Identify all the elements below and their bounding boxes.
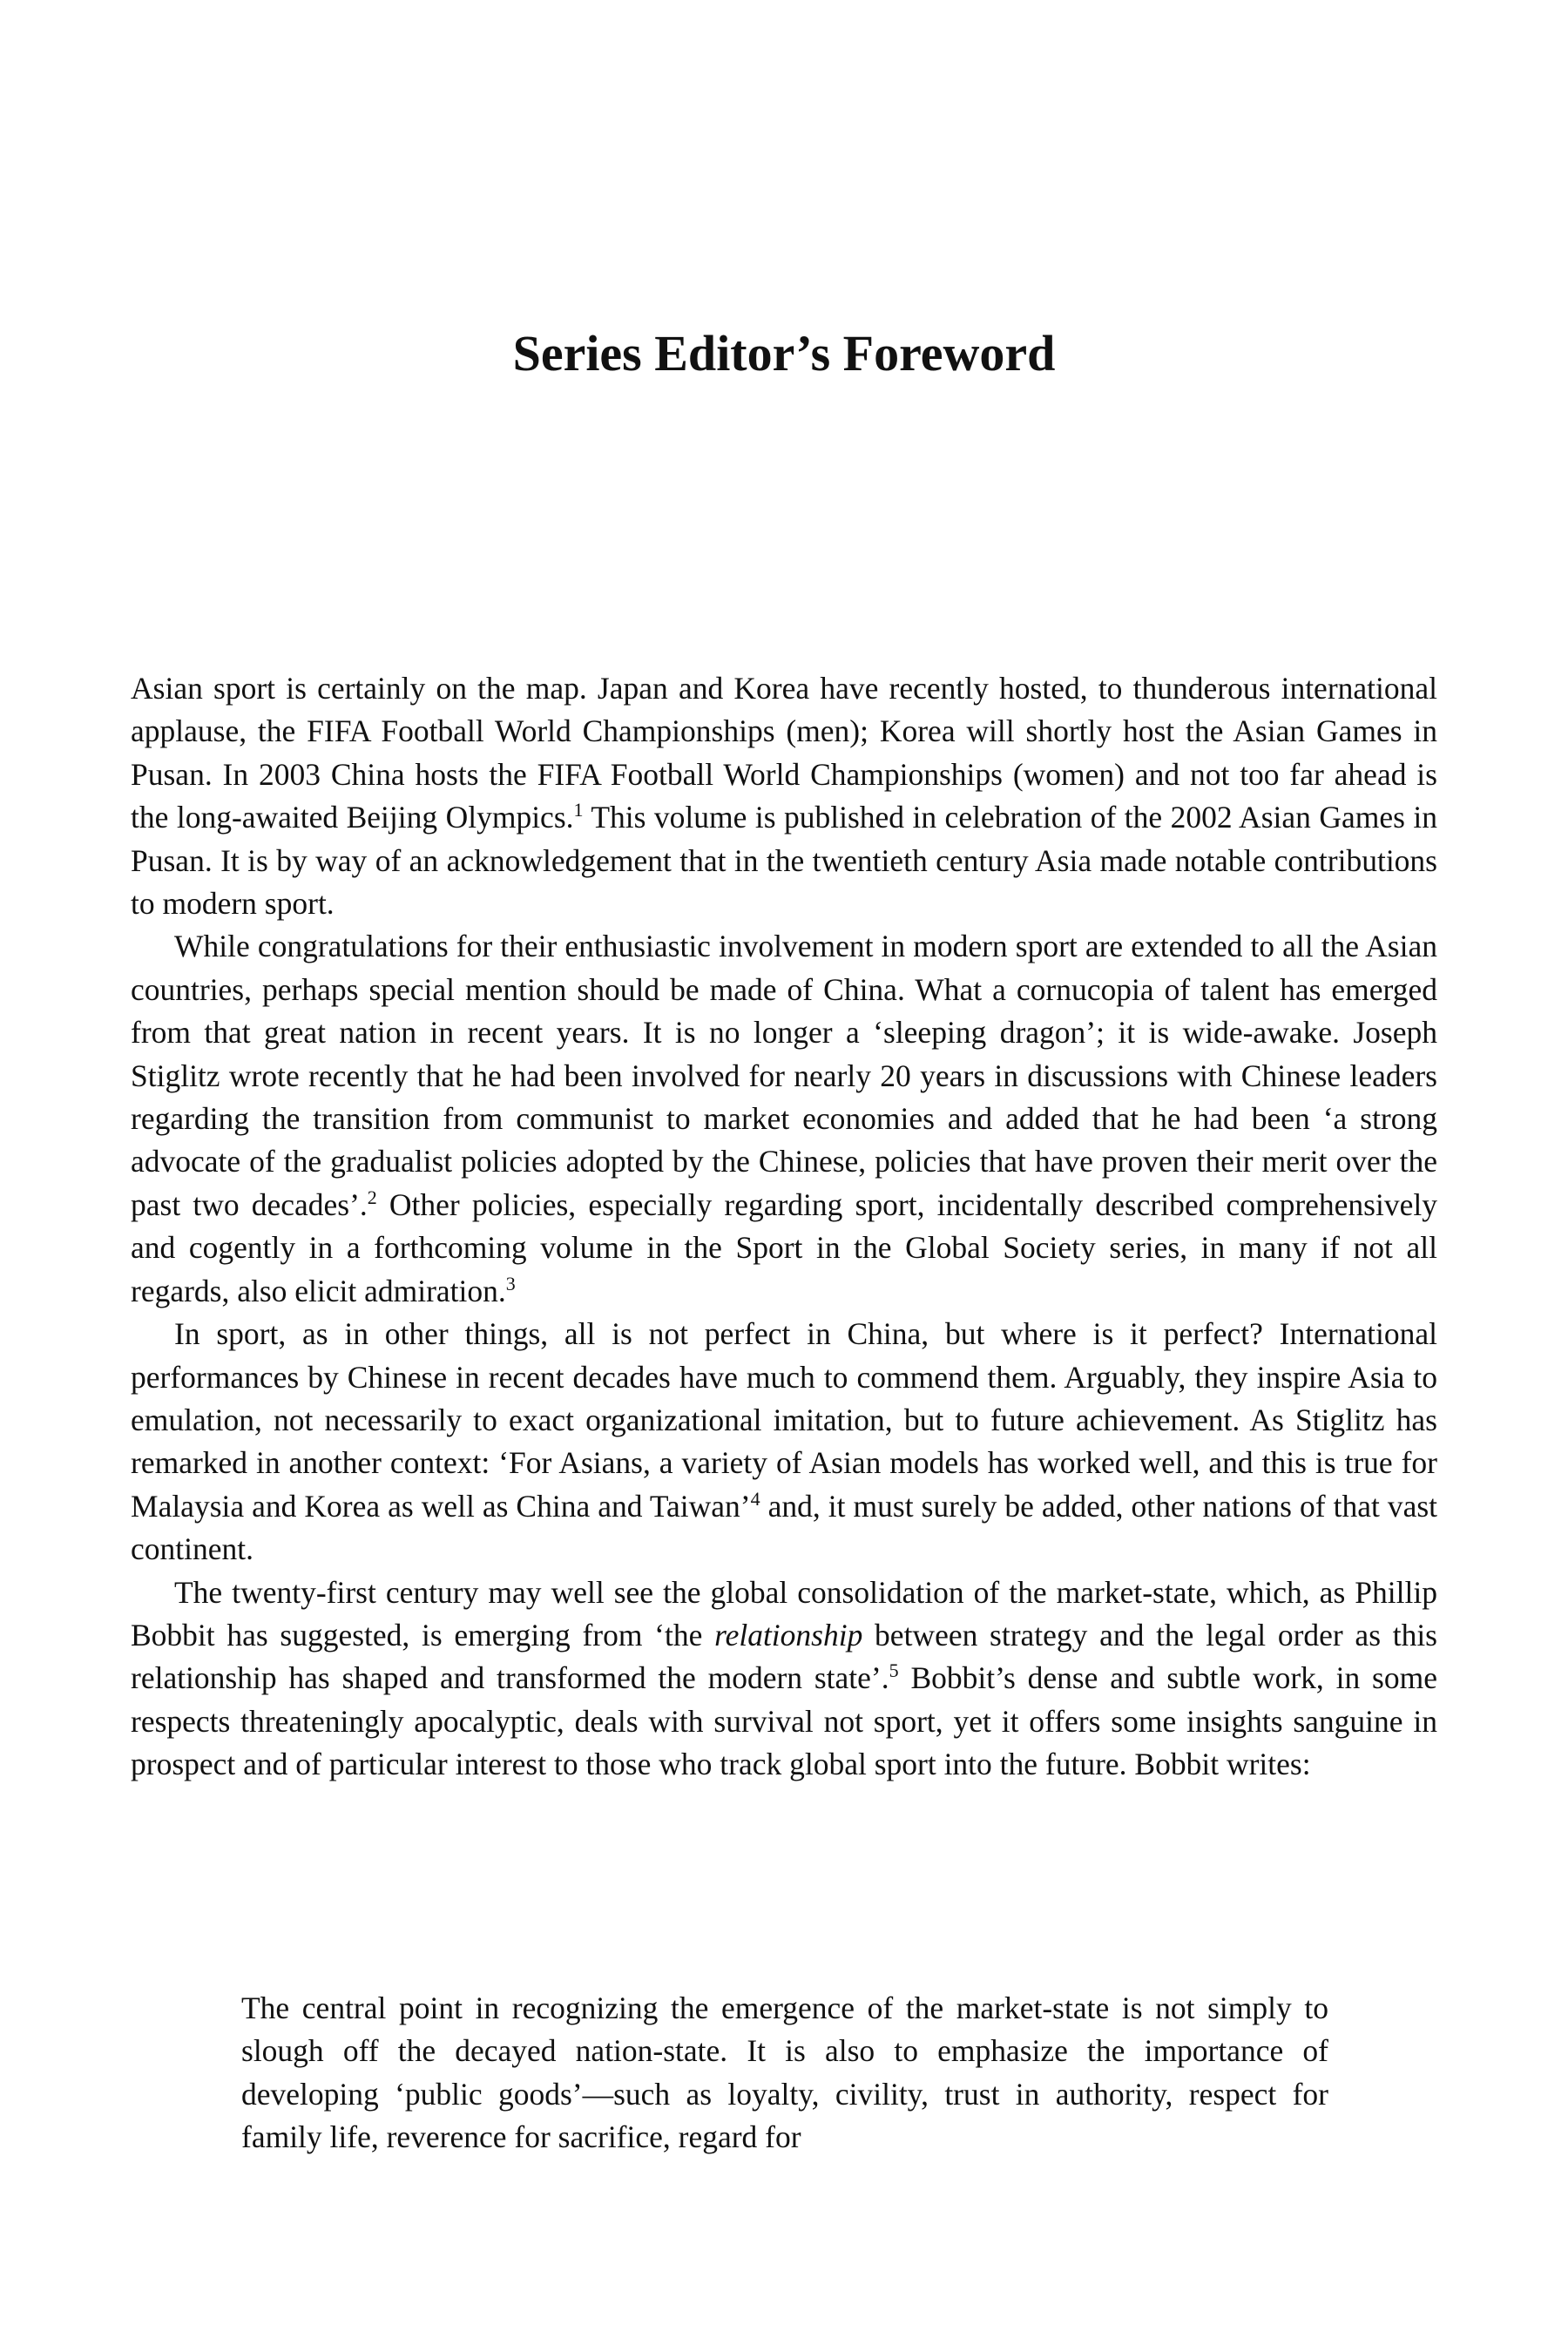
text-segment: While congratulations for their enthusiastic involvement in modern sport are extended to all the Asian countries, perhaps special mention should be made of China. What a cornucopia of talent has emerged from that great nation in recent years. It is no longer a ‘sleeping dragon’; it is wide-awake. Joseph Stiglitz wrote recently that he had been involved for nearly 20 years in discussions with Chinese leaders regarding the transition from communist to market economies and added that he had been ‘a strong advocate of the gradualist policies adopted by the Chinese, policies that have proven their merit over the past two decades’. xyxy=(131,929,1437,1222)
paragraph xyxy=(131,925,1437,1313)
text-segment: between strategy and the legal order as this relationship has shaped and transformed the modern state’. xyxy=(131,1617,1438,1696)
text-segment: Bobbit’s dense and subtle work, in some respects threateningly apocalyptic, deals with survival not sport, yet it offers some insights sanguine in prospect and of particular interest to those who track global sport into the future. Bobbit writes: xyxy=(131,1660,1437,1782)
text-segment: The twenty-first century may well see the global consolidation of the market-state, which, as Phillip Bobbit has suggested, is emerging from ‘the xyxy=(131,1574,1437,1652)
paragraph xyxy=(131,1313,1437,1571)
text-segment: This volume is published in celebration of the 2002 Asian Games in Pusan. It is by way of an acknowledgement that in the twentieth century Asia made notable contributions to modern sport. xyxy=(131,800,1437,922)
block-quote: The central point in recognizing the emergence of the market-state is not simply to slough off the decayed nation-state. It is also to emphasize the importance of developing ‘public goods’—such as loyalty, civility, trust in authority, respect for family life, reverence for sacrifice, regard for xyxy=(241,1990,1328,2155)
footnote-ref: 5 xyxy=(889,1659,899,1682)
text-segment: and, it must surely be added, other nations of that vast continent. xyxy=(131,1488,1438,1567)
paragraph xyxy=(131,1571,1437,1787)
footnote-ref: 2 xyxy=(367,1186,377,1209)
text-segment: In sport, as in other things, all is not perfect in China, but where is it perfect? International performances by Chinese in recent decades have much to commend them. Arguably, they inspire Asia to emulation, not necessarily to exact organizational imitation, but to future achievement. As Stiglitz has remarked in another context: ‘For Asians, a variety of Asian models has worked well, and this is true for Malaysia and Korea as well as China and Taiwan’ xyxy=(131,1316,1437,1524)
footnote-ref: 4 xyxy=(750,1487,760,1510)
paragraph xyxy=(131,667,1437,925)
footnote-ref: 3 xyxy=(505,1272,516,1294)
emphasis: relationship xyxy=(714,1617,863,1652)
text-segment: Other policies, especially regarding sport, incidentally described comprehensively and cogently in a forthcoming volume in the Sport in the Global Society series, in many if not all regards, also elicit admiration. xyxy=(131,1186,1437,1308)
footnote-ref: 1 xyxy=(573,799,584,821)
page-title: Series Editor’s Foreword xyxy=(512,325,1056,382)
body-text xyxy=(131,667,1437,1787)
text-segment: Asian sport is certainly on the map. Japan and Korea have recently hosted, to thunderous international applause, the FIFA Football World Championships (men); Korea will shortly host the Asian Games in Pusan. In 2003 China hosts the FIFA Football World Championships (women) and not too far ahead is the long-awaited Beijing Olympics. xyxy=(131,671,1437,835)
